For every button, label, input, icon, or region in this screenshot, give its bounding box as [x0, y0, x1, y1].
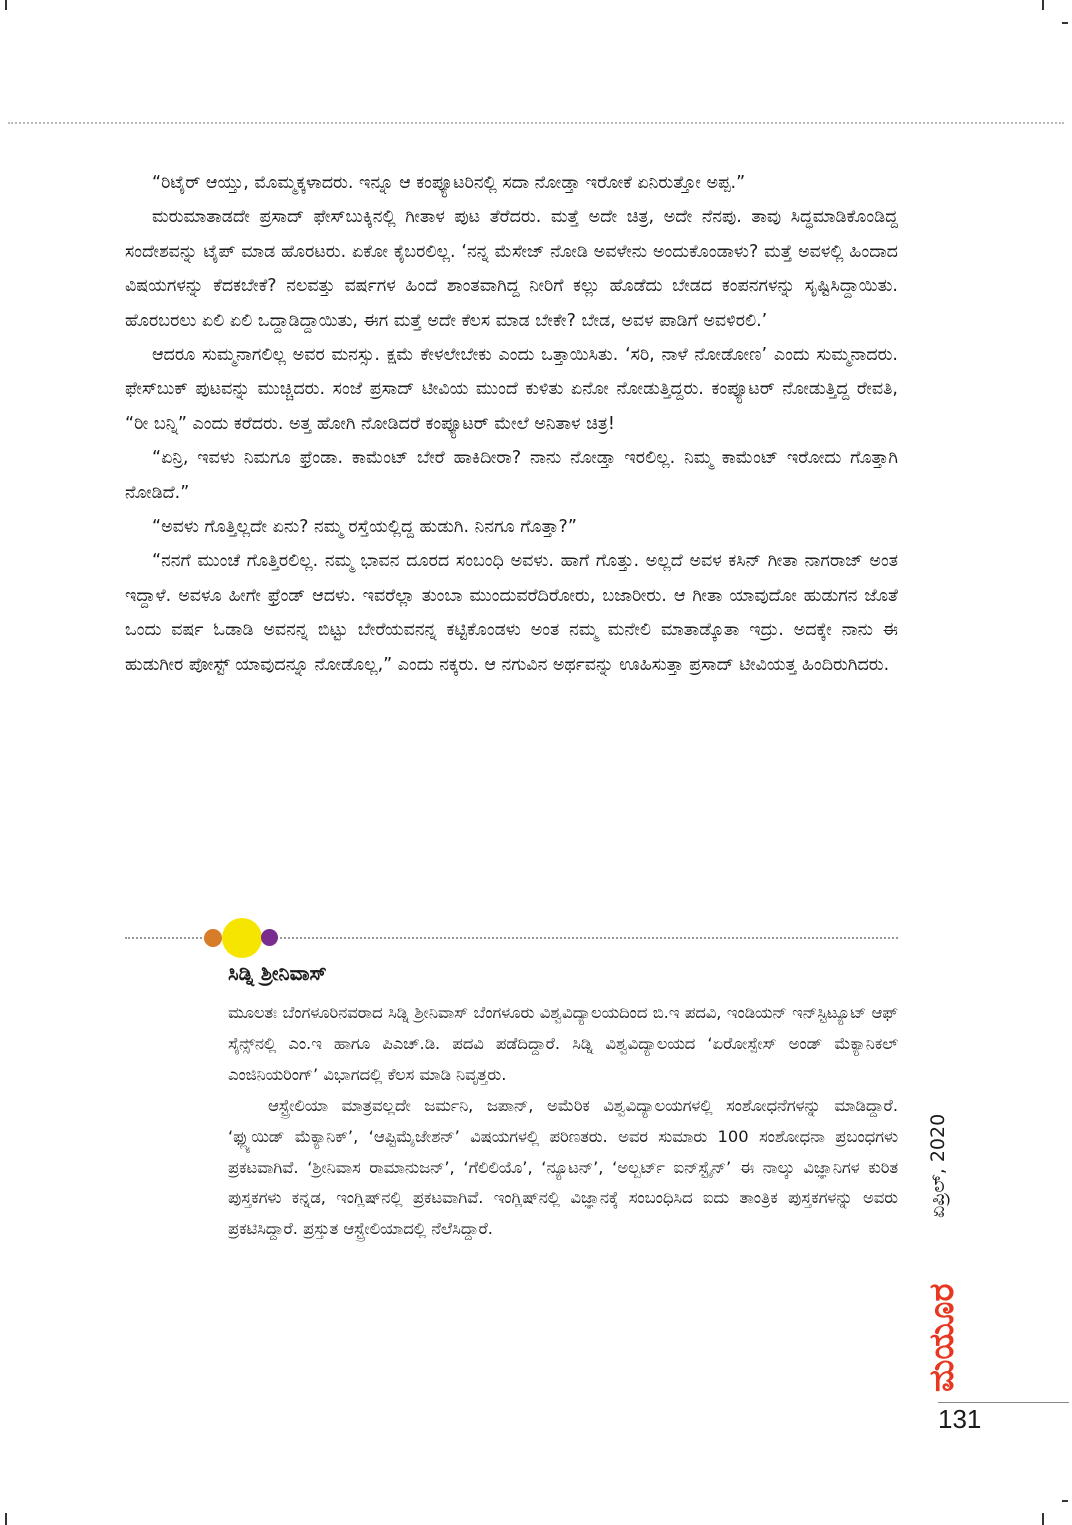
- crop-mark-top-right: [1042, 0, 1044, 10]
- crop-mark-right-upper: [1062, 22, 1068, 24]
- decorative-orange-dot: [204, 929, 222, 947]
- story-paragraph: “ರಿಟೈರ್ ಆಯ್ತು, ಮೊಮ್ಮಕ್ಕಳಾದರು. ಇನ್ನೂ ಆ ಕಂಪ್ಯೂಟರಿನಲ್ಲಿ ಸದಾ ನೋಡ್ತಾ ಇರೋಕೆ ಏನಿರುತ್ತೋ ಅಪ್ಪ.”: [152, 173, 746, 193]
- story-paragraph: “ಏನ್ರಿ, ಇವಳು ನಿಮಗೂ ಫ್ರೆಂಡಾ. ಕಾಮೆಂಟ್ ಬೇರೆ ಹಾಕಿದೀರಾ? ನಾನು ನೋಡ್ತಾ ಇರಲಿಲ್ಲ. ನಿಮ್ಮ ಕಾಮೆಂಟ್ ಇರೋದು ಗೊತ್ತಾಗಿ ನೋಡಿದೆ.”: [125, 448, 898, 503]
- story-text: [125, 166, 898, 682]
- magazine-logo: ಮಯೂರ: [922, 1283, 962, 1392]
- crop-mark-bottom-left: [5, 1513, 7, 1525]
- bio-paragraph: ಮೂಲತಃ ಬೆಂಗಳೂರಿನವರಾದ ಸಿಡ್ನಿ ಶ್ರೀನಿವಾಸ್ ಬೆಂಗಳೂರು ವಿಶ್ವವಿದ್ಯಾಲಯದಿಂದ ಬಿ.ಇ ಪದವಿ, ಇಂಡಿಯನ್ ಇನ್‌ಸ್ಟಿಟ್ಯೂಟ್ ಆಫ್ ಸೈನ್ಸ್‌ನಲ್ಲಿ ಎಂ.ಇ ಹಾಗೂ ಪಿಎಚ್.ಡಿ. ಪದವಿ ಪಡೆದಿದ್ದಾರೆ. ಸಿಡ್ನಿ ವಿಶ್ವವಿದ್ಯಾಲಯದ ‘ಏರೋಸ್ಪೇಸ್ ಅಂಡ್ ಮೆಕ್ಯಾನಿಕಲ್ ಎಂಜಿನಿಯರಿಂಗ್’ ವಿಭಾಗದಲ್ಲಿ ಕೆಲಸ ಮಾಡಿ ನಿವೃತ್ತರು.: [228, 1003, 898, 1084]
- page-number-rule: [938, 1402, 1069, 1403]
- page-number: 131: [938, 1404, 982, 1434]
- header-dotted-rule: [8, 122, 1064, 124]
- author-bio: [228, 998, 898, 1245]
- decorative-purple-dot: [261, 929, 278, 946]
- story-paragraph: “ನನಗೆ ಮುಂಚೆ ಗೊತ್ತಿರಲಿಲ್ಲ. ನಮ್ಮ ಭಾವನ ದೂರದ ಸಂಬಂಧಿ ಅವಳು. ಹಾಗೆ ಗೊತ್ತು. ಅಲ್ಲದೆ ಅವಳ ಕಸಿನ್ ಗೀತಾ ನಾಗರಾಜ್ ಅಂತ ಇದ್ದಾಳೆ. ಅವಳೂ ಹೀಗೇ ಫ್ರೆಂಡ್ ಆದಳು. ಇವರೆಲ್ಲಾ ತುಂಬಾ ಮುಂದುವರೆದಿರೋರು, ಬಜಾರೀರು. ಆ ಗೀತಾ ಯಾವುದೋ ಹುಡುಗನ ಜೊತೆ ಒಂದು ವರ್ಷ ಓಡಾಡಿ ಅವನನ್ನ ಬಿಟ್ಟು ಬೇರೆಯವನನ್ನ ಕಟ್ಟಿಕೊಂಡಳು ಅಂತ ನಮ್ಮ ಮನೇಲಿ ಮಾತಾಡ್ಕೊತಾ ಇದ್ರು. ಅದಕ್ಕೇ ನಾನು ಈ ಹುಡುಗೀರ ಪೋಸ್ಟ್ ಯಾವುದನ್ನೂ ನೋಡೊಲ್ಲ,” ಎಂದು ನಕ್ಕರು. ಆ ನಗುವಿನ ಅರ್ಥವನ್ನು ಊಹಿಸುತ್ತಾ ಪ್ರಸಾದ್ ಟೀವಿಯತ್ತ ಹಿಂದಿರುಗಿದರು.: [125, 551, 898, 675]
- issue-date: ಏಪ್ರಿಲ್, 2020: [927, 1113, 949, 1218]
- story-paragraph: ಮರುಮಾತಾಡದೇ ಪ್ರಸಾದ್ ಫೇಸ್‌ಬುಕ್ಕಿನಲ್ಲಿ ಗೀತಾಳ ಪುಟ ತೆರೆದರು. ಮತ್ತೆ ಅದೇ ಚಿತ್ರ, ಅದೇ ನೆನಪು. ತಾವು ಸಿದ್ಧಮಾಡಿಕೊಂಡಿದ್ದ ಸಂದೇಶವನ್ನು ಟೈಪ್ ಮಾಡ ಹೊರಟರು. ಏಕೋ ಕೈಬರಲಿಲ್ಲ. ‘ನನ್ನ ಮೆಸೇಜ್ ನೋಡಿ ಅವಳೇನು ಅಂದುಕೊಂಡಾಳು? ಮತ್ತೆ ಅವಳಲ್ಲಿ ಹಿಂದಾದ ವಿಷಯಗಳನ್ನು ಕೆದಕಬೇಕೆ? ನಲವತ್ತು ವರ್ಷಗಳ ಹಿಂದೆ ಶಾಂತವಾಗಿದ್ದ ನೀರಿಗೆ ಕಲ್ಲು ಹೊಡೆದು ಬೇಡದ ಕಂಪನಗಳನ್ನು ಸೃಷ್ಟಿಸಿದ್ದಾಯಿತು. ಹೊರಬರಲು ಏಲಿ ಏಲಿ ಒದ್ದಾಡಿದ್ದಾಯಿತು, ಈಗ ಮತ್ತೆ ಅದೇ ಕೆಲಸ ಮಾಡ ಬೇಕೇ? ಬೇಡ, ಅವಳ ಪಾಡಿಗೆ ಅವಳಿರಲಿ.’: [125, 207, 898, 331]
- decorative-yellow-dot: [222, 918, 262, 958]
- story-paragraph: ಆದರೂ ಸುಮ್ಮನಾಗಲಿಲ್ಲ ಅವರ ಮನಸ್ಸು. ಕ್ಷಮೆ ಕೇಳಲೇಬೇಕು ಎಂದು ಒತ್ತಾಯಿಸಿತು. ‘ಸರಿ, ನಾಳೆ ನೋಡೋಣ’ ಎಂದು ಸುಮ್ಮನಾದರು. ಫೇಸ್‌ಬುಕ್ ಪುಟವನ್ನು ಮುಚ್ಚಿದರು. ಸಂಜೆ ಪ್ರಸಾದ್ ಟೀವಿಯ ಮುಂದೆ ಕುಳಿತು ಏನೋ ನೋಡುತ್ತಿದ್ದರು. ಕಂಪ್ಯೂಟರ್ ನೋಡುತ್ತಿದ್ದ ರೇವತಿ, “ರೀ ಬನ್ನಿ” ಎಂದು ಕರೆದರು. ಅತ್ತ ಹೋಗಿ ನೋಡಿದರೆ ಕಂಪ್ಯೂಟರ್ ಮೇಲೆ ಅನಿತಾಳ ಚಿತ್ರ!: [125, 345, 898, 434]
- story-paragraph: “ಅವಳು ಗೊತ್ತಿಲ್ಲದೇ ಏನು? ನಮ್ಮ ರಸ್ತೆಯಲ್ಲಿದ್ದ ಹುಡುಗಿ. ನಿನಗೂ ಗೊತ್ತಾ?”: [152, 517, 577, 538]
- crop-mark-bottom-right: [1042, 1513, 1044, 1525]
- author-name: ಸಿಡ್ನಿ ಶ್ರೀನಿವಾಸ್: [228, 961, 327, 985]
- crop-mark-top-left: [5, 0, 7, 10]
- bio-paragraph: ಆಸ್ಟ್ರೇಲಿಯಾ ಮಾತ್ರವಲ್ಲದೇ ಜರ್ಮನಿ, ಜಪಾನ್, ಅಮೆರಿಕ ವಿಶ್ವವಿದ್ಯಾಲಯಗಳಲ್ಲಿ ಸಂಶೋಧನೆಗಳನ್ನು ಮಾಡಿದ್ದಾರೆ. ‘ಫ್ಲ್ಯುಯಿಡ್ ಮೆಕ್ಯಾನಿಕ್’, ‘ಆಪ್ಟಿಮೈಜೇಶನ್’ ವಿಷಯಗಳಲ್ಲಿ ಪರಿಣತರು. ಅವರ ಸುಮಾರು 100 ಸಂಶೋಧನಾ ಪ್ರಬಂಧಗಳು ಪ್ರಕಟವಾಗಿವೆ. ‘ಶ್ರೀನಿವಾಸ ರಾಮಾನುಜನ್’, ‘ಗೆಲಿಲಿಯೊ’, ‘ನ್ಯೂಟನ್’, ‘ಅಲ್ಬರ್ಟ್ ಐನ್‌ಸ್ಟೈನ್’ ಈ ನಾಲ್ಕು ವಿಜ್ಞಾನಿಗಳ ಕುರಿತ ಪುಸ್ತಕಗಳು ಕನ್ನಡ, ಇಂಗ್ಲಿಷ್‌ನಲ್ಲಿ ಪ್ರಕಟವಾಗಿವೆ. ಇಂಗ್ಲಿಷ್‌ನಲ್ಲಿ ವಿಜ್ಞಾನಕ್ಕೆ ಸಂಬಂಧಿಸಿದ ಐದು ತಾಂತ್ರಿಕ ಪುಸ್ತಕಗಳನ್ನು ಅವರು ಪ್ರಕಟಿಸಿದ್ದಾರೆ. ಪ್ರಸ್ತುತ ಆಸ್ಟ್ರೇಲಿಯಾದಲ್ಲಿ ನೆಲೆಸಿದ್ದಾರೆ.: [228, 1095, 898, 1239]
- crop-mark-right-lower: [1062, 1500, 1068, 1502]
